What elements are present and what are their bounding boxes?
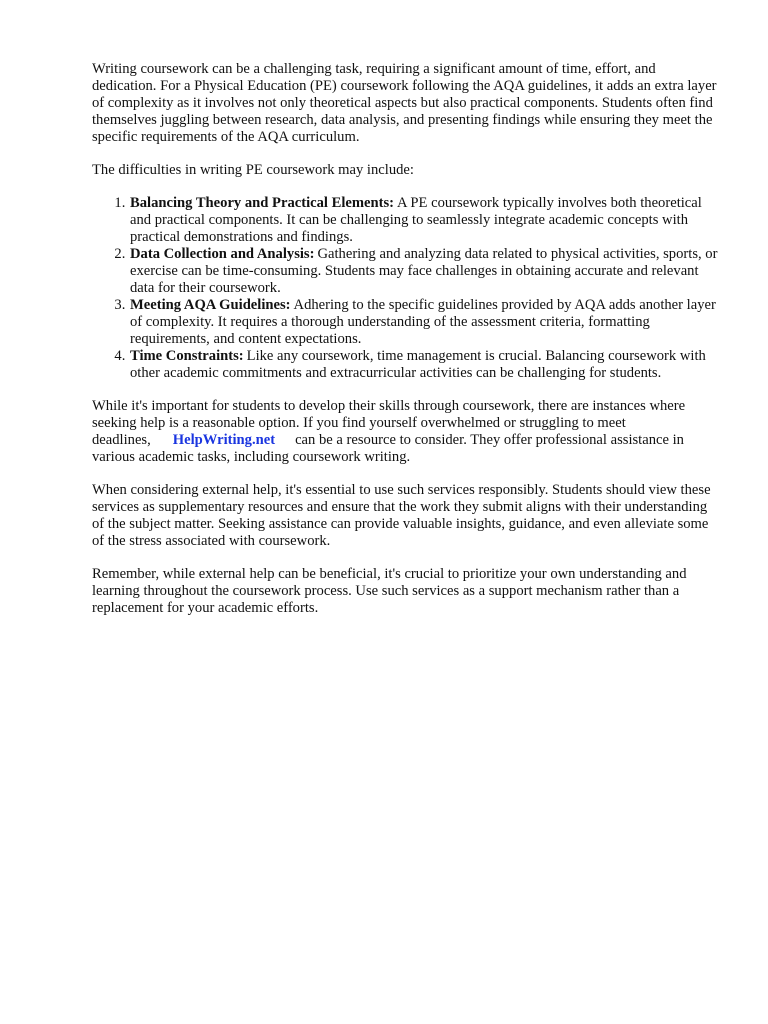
list-item-term: Balancing Theory and Practical Elements: [130,195,395,211]
list-item-text: Adhering to the specific guidelines provided by AQA adds another layer of complexity. It requires a thorough understanding of the assessment criteria, formatting requirements, and content expectations. [130,297,716,347]
difficulties-list [92,195,722,382]
help-text-before-link: While it's important for students to develop their skills through coursework, there are instances where seeking help is a reasonable option. If you find yourself overwhelmed or struggling to meet deadlines, [92,398,686,448]
list-item [129,195,722,246]
difficulties-lead: The difficulties in writing PE coursework may include: [92,162,414,178]
list-item [129,246,722,297]
intro-paragraph: Writing coursework can be a challenging task, requiring a significant amount of time, effort, and dedication. For a Physical Education (PE) coursework following the AQA guidelines, it adds an extra layer of complexity as it involves not only theoretical aspects but also practical components. Students often find themselves juggling between research, data analysis, and presenting findings while ensuring they meet the specific requirements of the AQA curriculum. [92,61,717,145]
list-item [129,297,722,348]
list-item-text: Like any coursework, time management is crucial. Balancing coursework with other academic commitments and extracurricular activities can be challenging for students. [130,348,706,381]
closing-paragraph: Remember, while external help can be beneficial, it's crucial to prioritize your own understanding and learning throughout the coursework process. Use such services as a support mechanism rather than a replacement for your academic efforts. [92,566,687,616]
help-text-after-link: can be a resource to consider. They offer professional assistance in various academic tasks, including coursework writing. [92,432,684,465]
responsibility-paragraph: When considering external help, it's essential to use such services responsibly. Students should view these services as supplementary resources and ensure that the work they submit aligns with their understanding of the subject matter. Seeking assistance can provide valuable insights, guidance, and even alleviate some of the stress associated with coursework. [92,482,711,549]
list-item-text: Gathering and analyzing data related to physical activities, sports, or exercise can be time-consuming. Students may face challenges in obtaining accurate and relevant data for their coursework. [130,246,718,296]
list-item [129,348,722,382]
helpwriting-link[interactable]: HelpWriting.net [172,432,276,448]
help-paragraph [92,398,722,466]
list-item-term: Data Collection and Analysis: [130,246,315,262]
list-item-term: Meeting AQA Guidelines: [130,297,291,313]
list-item-text: A PE coursework typically involves both theoretical and practical components. It can be challenging to seamlessly integrate academic concepts with practical demonstrations and findings. [130,195,702,245]
list-item-term: Time Constraints: [130,348,244,364]
document-body [92,61,722,633]
